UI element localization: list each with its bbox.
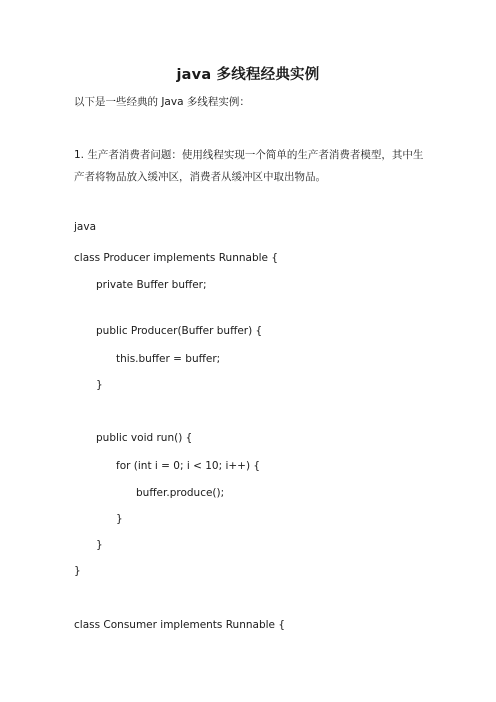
code-line: private Buffer buffer; (96, 279, 207, 291)
code-line: } (74, 565, 81, 577)
code-line: this.buffer = buffer; (116, 353, 221, 365)
code-line: public Producer(Buffer buffer) { (96, 325, 263, 337)
code-line: public void run() { (96, 432, 193, 444)
code-line: } (96, 539, 103, 551)
code-line: buffer.produce(); (136, 487, 225, 499)
code-line: } (96, 379, 103, 391)
page-title: java 多线程经典实例 (176, 67, 320, 83)
code-line: class Consumer implements Runnable { (74, 619, 286, 631)
intro-text: 以下是一些经典的 Java 多线程实例： (74, 96, 250, 108)
code-line: class Producer implements Runnable { (74, 252, 279, 264)
code-line: } (116, 513, 123, 525)
code-language-label: java (74, 221, 96, 233)
code-line: for (int i = 0; i < 10; i++) { (116, 460, 261, 472)
list-item-1: 1. 生产者消费者问题：使用线程实现一个简单的生产者消费者模型，其中生产者将物品放入缓冲区，消费者从缓冲区中取出物品。 (74, 149, 424, 183)
